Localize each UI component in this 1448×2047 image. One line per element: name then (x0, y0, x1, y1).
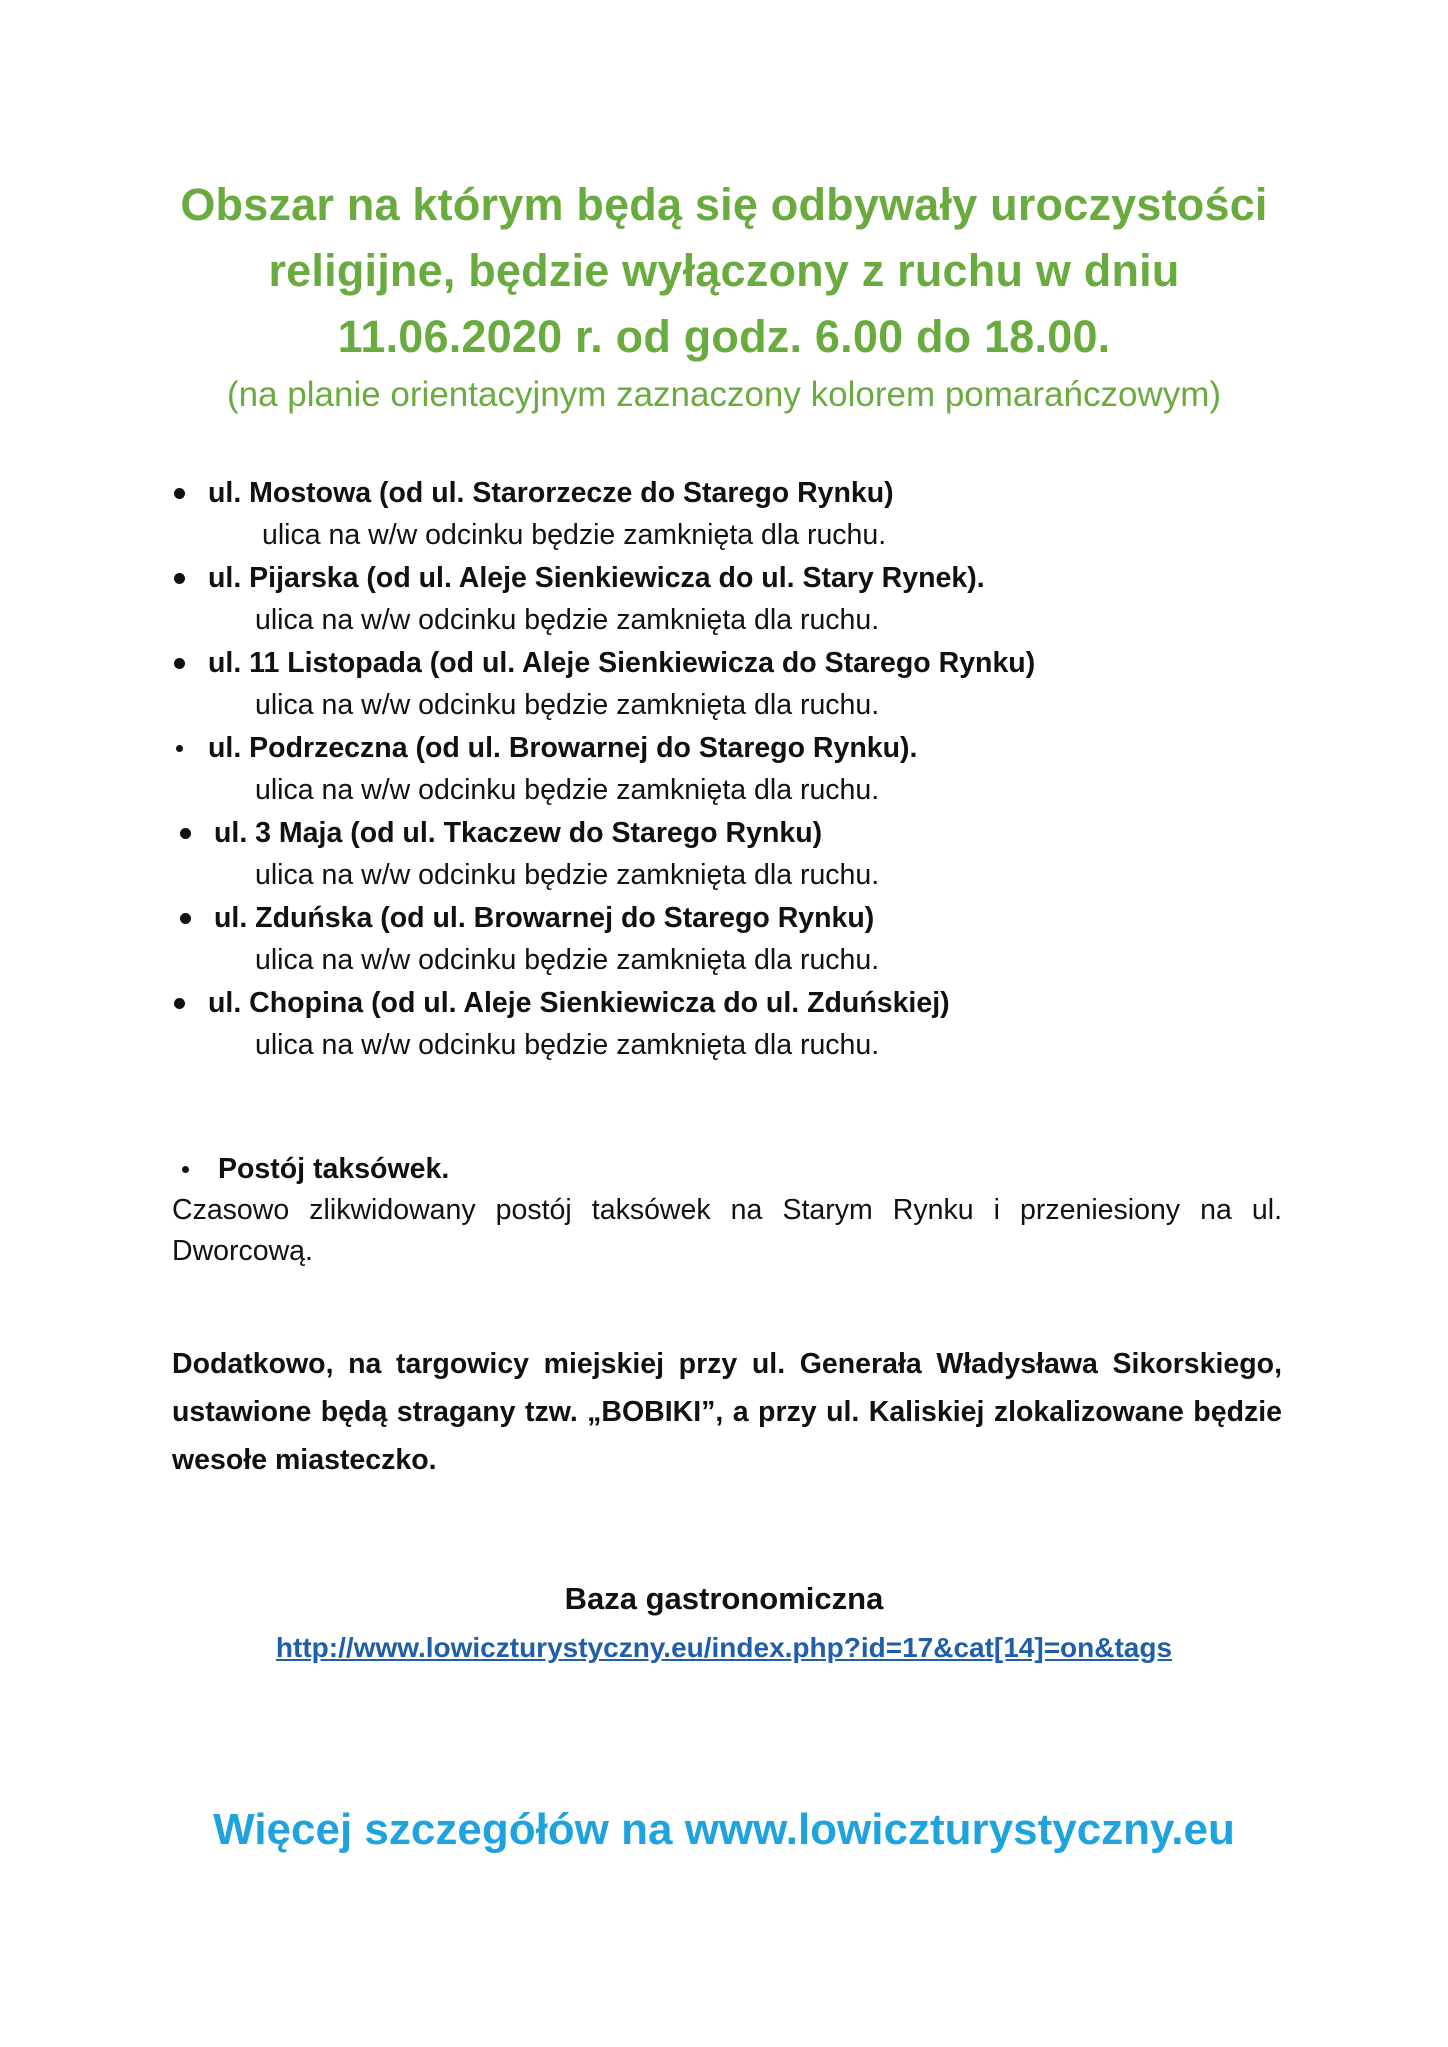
gastro-title: Baza gastronomiczna (564, 1581, 884, 1616)
bullet-icon (176, 745, 183, 752)
gastro-link[interactable]: http://www.lowiczturystyczny.eu/index.php?id=17&cat[14]=on&tags (275, 1632, 1173, 1663)
list-item (172, 727, 1292, 812)
street-title: ul. Chopina (od ul. Aleje Sienkiewicza do ul. Zduńskiej) (208, 987, 950, 1019)
street-note: ulica na w/w odcinku będzie zamknięta dla ruchu. (255, 1029, 880, 1061)
bullet-icon (180, 913, 191, 924)
list-item (172, 982, 1292, 1067)
footer-more-info: Więcej szczegółów na www.lowiczturystyczny.eu (213, 1805, 1235, 1854)
list-item (172, 557, 1292, 642)
extra-info-paragraph: Dodatkowo, na targowicy miejskiej przy ul. Generała Władysława Sikorskiego, ustawione będą stragany tzw. „BOBIKI”, a przy ul. Kaliskiej zlokalizowane będzie wesołe miasteczko. (172, 1348, 1282, 1476)
street-title: ul. Zduńska (od ul. Browarnej do Starego Rynku) (214, 902, 875, 934)
street-note: ulica na w/w odcinku będzie zamknięta dla ruchu. (255, 689, 880, 721)
bullet-icon (180, 828, 191, 839)
bullet-icon (174, 488, 185, 499)
street-title: ul. 11 Listopada (od ul. Aleje Sienkiewicza do Starego Rynku) (208, 647, 1036, 679)
list-item (172, 642, 1292, 727)
taxi-title: Postój taksówek. (218, 1153, 450, 1185)
bullet-icon (174, 998, 185, 1009)
street-title: ul. Mostowa (od ul. Starorzecze do Starego Rynku) (208, 477, 894, 509)
street-note: ulica na w/w odcinku będzie zamknięta dla ruchu. (255, 859, 880, 891)
street-note: ulica na w/w odcinku będzie zamknięta dla ruchu. (255, 944, 880, 976)
street-note: ulica na w/w odcinku będzie zamknięta dla ruchu. (255, 774, 880, 806)
street-note: ulica na w/w odcinku będzie zamknięta dla ruchu. (255, 604, 880, 636)
heading-line-1: Obszar na którym będą się odbywały uroczystości (180, 179, 1268, 230)
street-note: ulica na w/w odcinku będzie zamknięta dla ruchu. (262, 519, 887, 551)
heading-line-3: 11.06.2020 r. od godz. 6.00 do 18.00. (337, 311, 1111, 362)
heading-note: (na planie orientacyjnym zaznaczony kolorem pomarańczowym) (226, 375, 1222, 414)
bullet-icon (174, 573, 185, 584)
street-closure-list (172, 472, 1292, 1067)
list-item (172, 472, 1292, 557)
bullet-icon (182, 1166, 189, 1173)
taxi-section (172, 1148, 1282, 1272)
street-title: ul. Pijarska (od ul. Aleje Sienkiewicza do ul. Stary Rynek). (208, 562, 985, 594)
street-title: ul. 3 Maja (od ul. Tkaczew do Starego Rynku) (214, 817, 823, 849)
list-item (172, 812, 1292, 897)
street-title: ul. Podrzeczna (od ul. Browarnej do Starego Rynku). (208, 732, 918, 764)
bullet-icon (174, 658, 185, 669)
taxi-text: Czasowo zlikwidowany postój taksówek na Starym Rynku i przeniesiony na ul. Dworcową. (172, 1194, 1282, 1267)
list-item (172, 897, 1292, 982)
heading-line-2: religijne, będzie wyłączony z ruchu w dniu (268, 245, 1180, 296)
closure-heading (150, 172, 1298, 370)
